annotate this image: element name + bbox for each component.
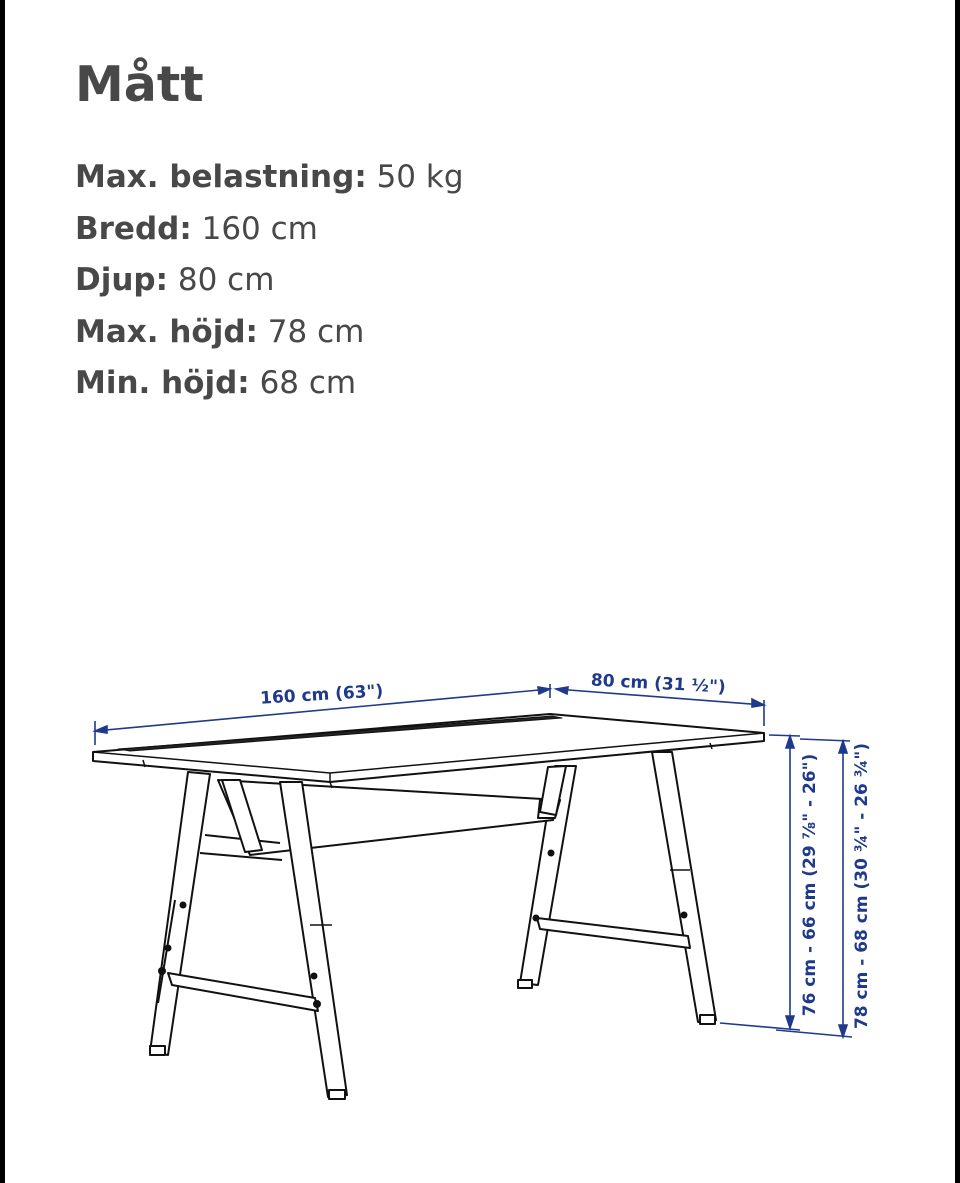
spec-value: 68 cm xyxy=(259,365,357,401)
back-left-leg xyxy=(150,772,210,1055)
width-dimension-label: 160 cm (63") xyxy=(259,681,384,709)
desk-illustration xyxy=(93,714,764,1099)
spec-label: Min. höjd: xyxy=(75,365,250,401)
desk-dimension-drawing xyxy=(0,640,960,1110)
spec-row-min-height xyxy=(75,358,895,410)
spec-list xyxy=(75,152,895,410)
spec-row-max-height xyxy=(75,307,895,359)
spec-row-width xyxy=(75,204,895,256)
spec-row-depth xyxy=(75,255,895,307)
spec-value: 160 cm xyxy=(201,210,318,247)
inner-height-dimension-line xyxy=(720,735,800,1030)
spec-label: Max. höjd: xyxy=(75,313,258,350)
outer-height-dimension-label: 78 cm - 68 cm (30 ¾" - 26 ¾") xyxy=(852,742,872,1030)
spec-row-max-load xyxy=(75,152,895,204)
page-title: Mått xyxy=(75,56,204,113)
inner-height-dimension-label: 76 cm - 66 cm (29 ⅞" - 26") xyxy=(800,753,820,1017)
spec-value: 80 cm xyxy=(177,262,275,298)
spec-label: Max. belastning: xyxy=(75,159,367,195)
spec-label: Djup: xyxy=(75,262,169,298)
back-panel xyxy=(218,780,560,855)
dimensions-section xyxy=(75,52,895,410)
spec-value: 78 cm xyxy=(267,313,365,350)
spec-value: 50 kg xyxy=(376,159,464,195)
spec-label: Bredd: xyxy=(75,210,192,247)
depth-dimension-label: 80 cm (31 ½") xyxy=(590,670,727,698)
